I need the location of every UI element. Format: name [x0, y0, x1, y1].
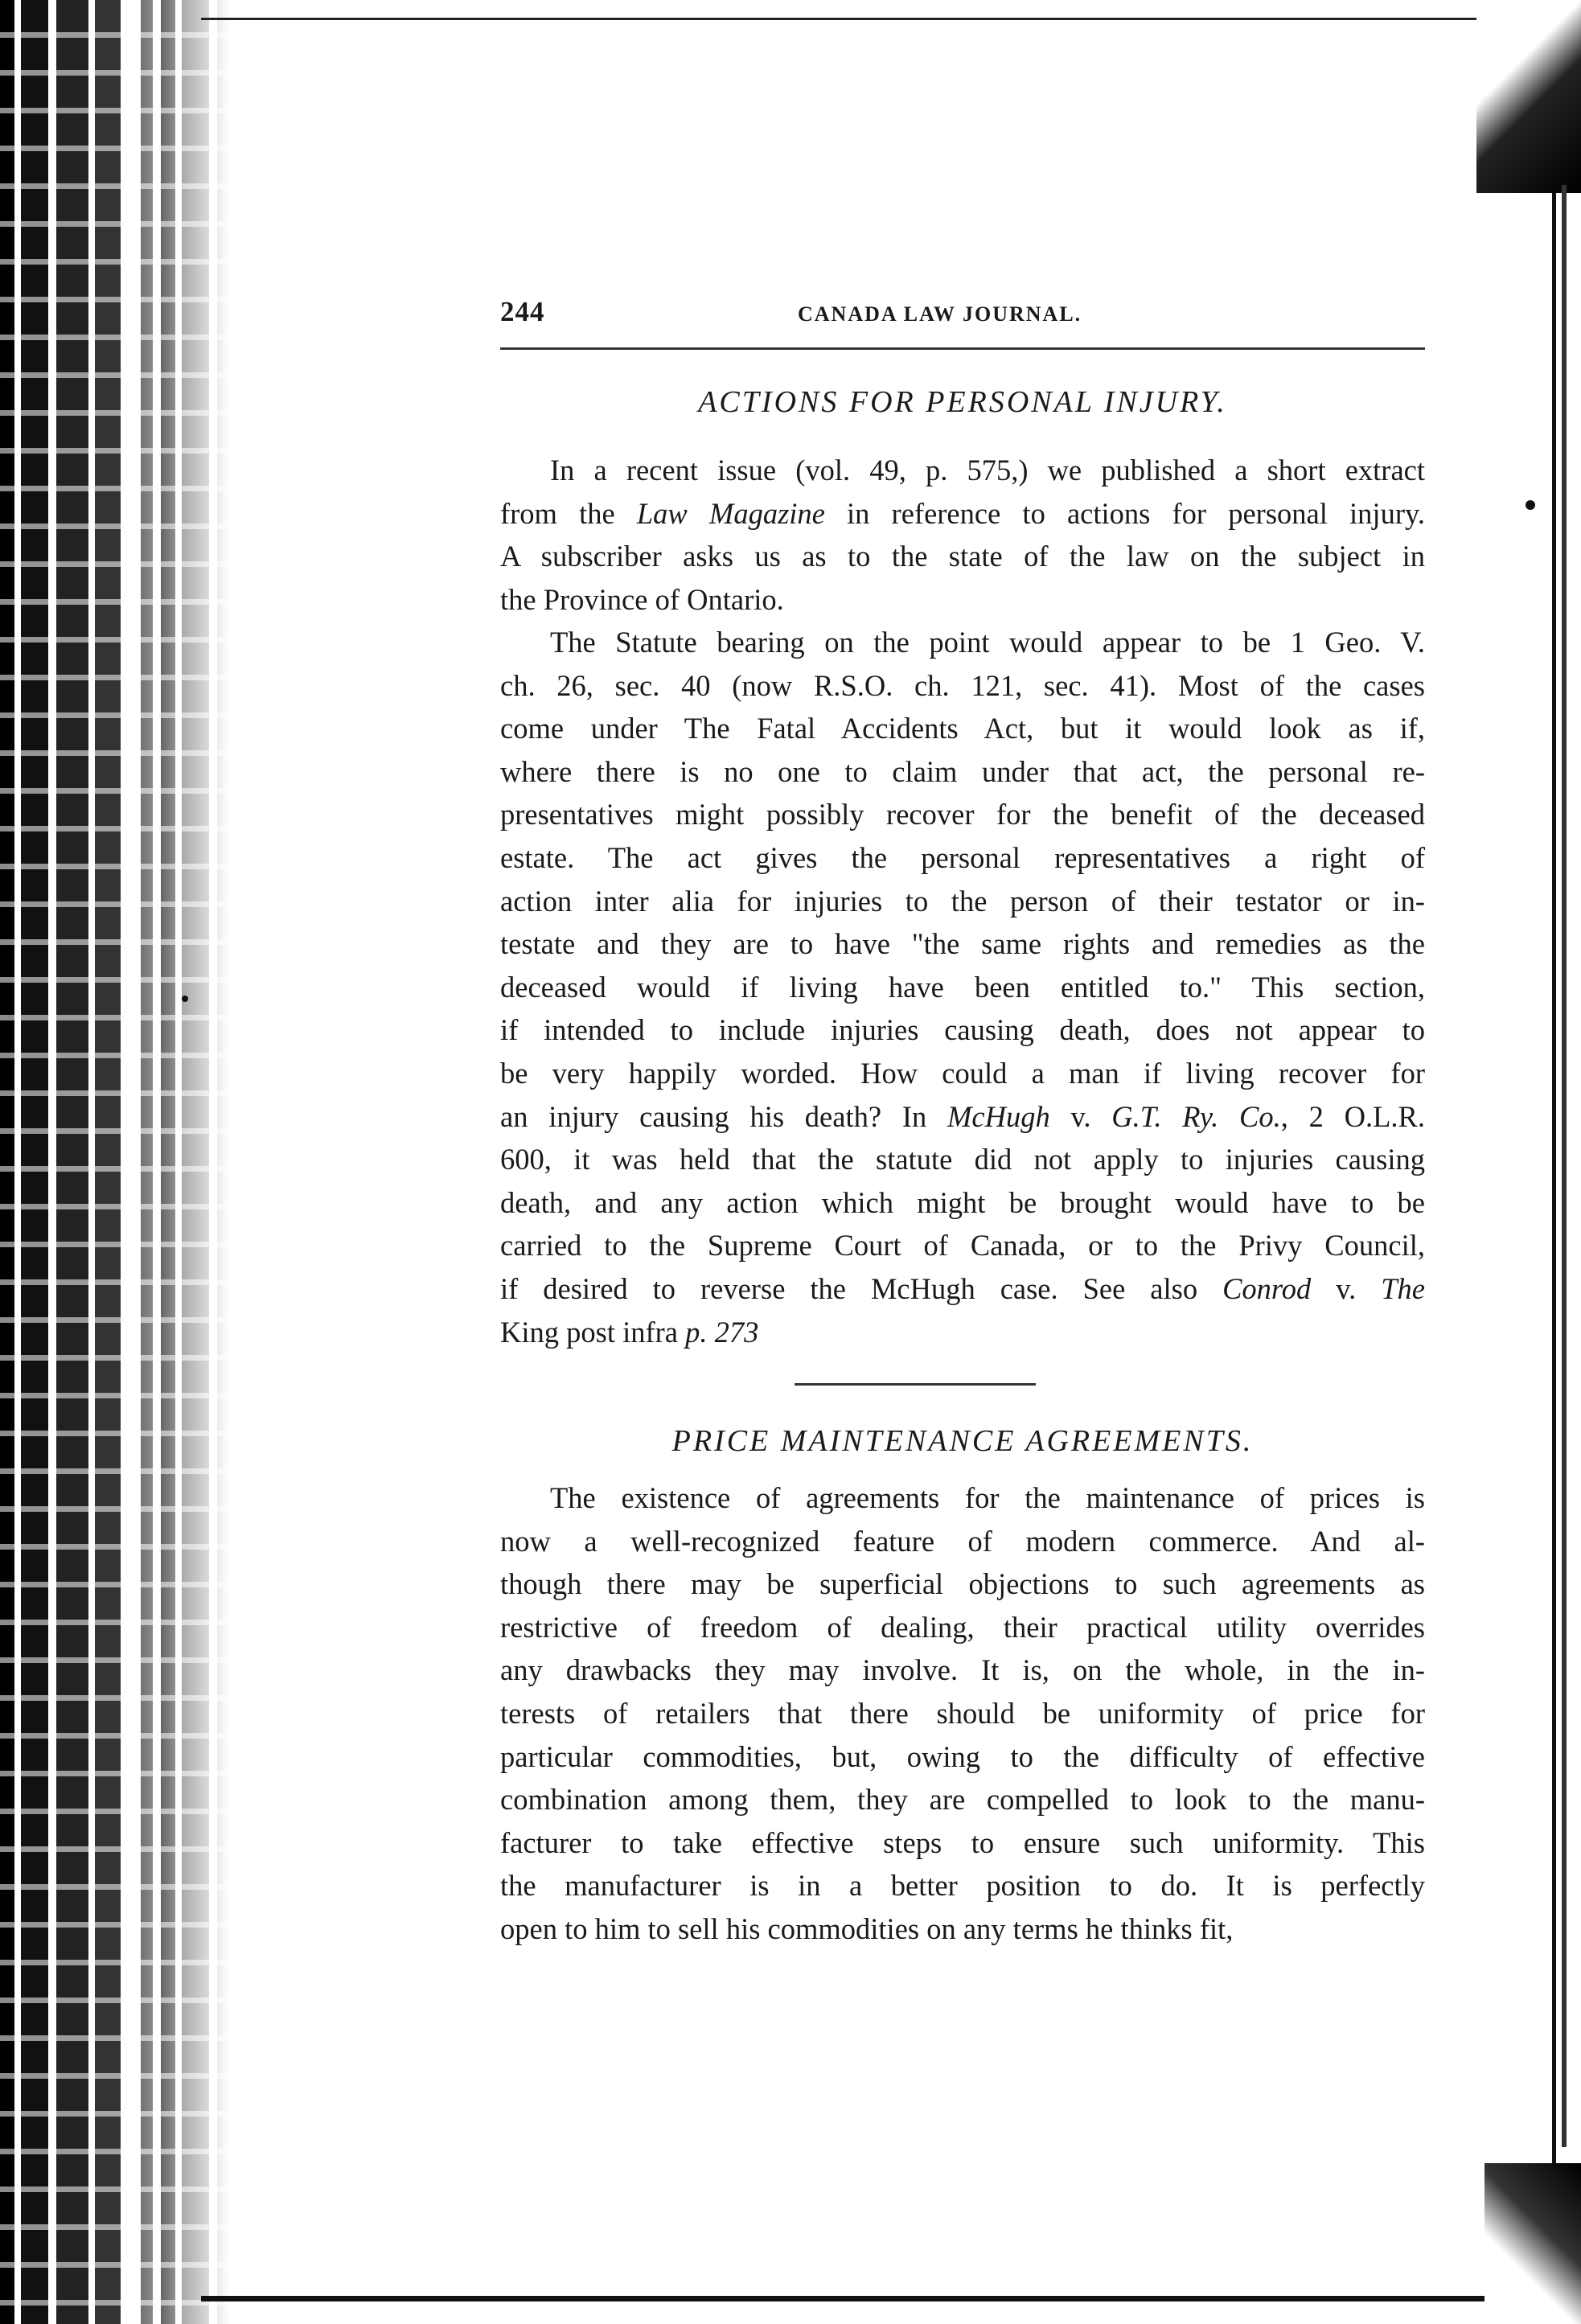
- text-line: come under The Fatal Accidents Act, but it would look as if,: [500, 712, 1425, 745]
- text-line: In a recent issue (vol. 49, p. 575,) we published a short extract: [550, 454, 1425, 487]
- text-line: open to him to sell his commodities on any terms he thinks fit,: [500, 1911, 1234, 1945]
- section-title-personal-injury: ACTIONS FOR PERSONAL INJURY.: [698, 385, 1227, 419]
- paragraph-3: [500, 1476, 1425, 1951]
- header-rule: [500, 347, 1425, 350]
- text-line: any drawbacks they may involve. It is, on the whole, in the in-: [500, 1653, 1425, 1687]
- text-line: King post infra p. 273: [500, 1315, 759, 1349]
- text-line: from the Law Magazine in reference to actions for personal injury.: [500, 496, 1425, 530]
- text-line: death, and any action which might be brought would have to be: [500, 1185, 1425, 1219]
- text-line: estate. The act gives the personal representatives a right of: [500, 840, 1425, 874]
- text-line: The existence of agreements for the maintenance of prices is: [550, 1481, 1425, 1514]
- text-line: The Statute bearing on the point would appear to be 1 Geo. V.: [550, 626, 1425, 659]
- text-line: the Province of Ontario.: [500, 582, 784, 616]
- text-line: testate and they are to have "the same rights and remedies as the: [500, 927, 1425, 961]
- running-head: CANADA LAW JOURNAL.: [798, 302, 1082, 326]
- paragraph-2: [500, 621, 1425, 1353]
- text-line: combination among them, they are compelled to look to the manu-: [500, 1783, 1425, 1817]
- text-line: if desired to reverse the McHugh case. See also Conrod v. The: [500, 1271, 1425, 1305]
- text-line: presentatives might possibly recover for the benefit of the deceased: [500, 798, 1425, 831]
- text-line: carried to the Supreme Court of Canada, or to the Privy Council,: [500, 1229, 1425, 1263]
- text-line: action inter alia for injuries to the person of their testator or in-: [500, 884, 1425, 918]
- section-title-price-maintenance: PRICE MAINTENANCE AGREEMENTS.: [671, 1424, 1254, 1458]
- page-number: 244: [500, 296, 545, 327]
- paragraph-1: [500, 449, 1425, 621]
- scan-speck: [1526, 500, 1535, 510]
- scan-corner-top-right: [1476, 0, 1581, 193]
- text-line: though there may be superficial objections to such agreements as: [500, 1567, 1425, 1601]
- text-line: where there is no one to claim under that act, the personal re-: [500, 754, 1425, 788]
- text-line: the manufacturer is in a better position to do. It is perfectly: [500, 1869, 1425, 1903]
- text-line: 600, it was held that the statute did not apply to injuries causing: [500, 1143, 1425, 1176]
- text-line: deceased would if living have been entitled to." This section,: [500, 970, 1425, 1004]
- text-line: facturer to take effective steps to ensure such uniformity. This: [500, 1825, 1425, 1859]
- scan-speck: [182, 996, 188, 1002]
- text-line: an injury causing his death? In McHugh v. G.T. Ry. Co., 2 O.L.R.: [500, 1099, 1425, 1133]
- scan-right-edge: [1562, 185, 1567, 2147]
- text-line: terests of retailers that there should be uniformity of price for: [500, 1696, 1425, 1730]
- scan-binding-edge-highlights: [0, 0, 229, 2324]
- page-header: [500, 296, 1425, 336]
- text-line: if intended to include injuries causing death, does not appear to: [500, 1013, 1425, 1047]
- text-line: be very happily worded. How could a man if living recover for: [500, 1056, 1425, 1090]
- scan-corner-bottom-right: [1484, 2163, 1581, 2324]
- text-line: restrictive of freedom of dealing, their practical utility overrides: [500, 1610, 1425, 1644]
- text-line: ch. 26, sec. 40 (now R.S.O. ch. 121, sec. 41). Most of the cases: [500, 668, 1425, 702]
- text-line: now a well-recognized feature of modern commerce. And al-: [500, 1524, 1425, 1558]
- section-divider: [795, 1383, 1036, 1386]
- text-line: particular commodities, but, owing to the difficulty of effective: [500, 1739, 1425, 1773]
- text-line: A subscriber asks us as to the state of the law on the subject in: [500, 540, 1425, 573]
